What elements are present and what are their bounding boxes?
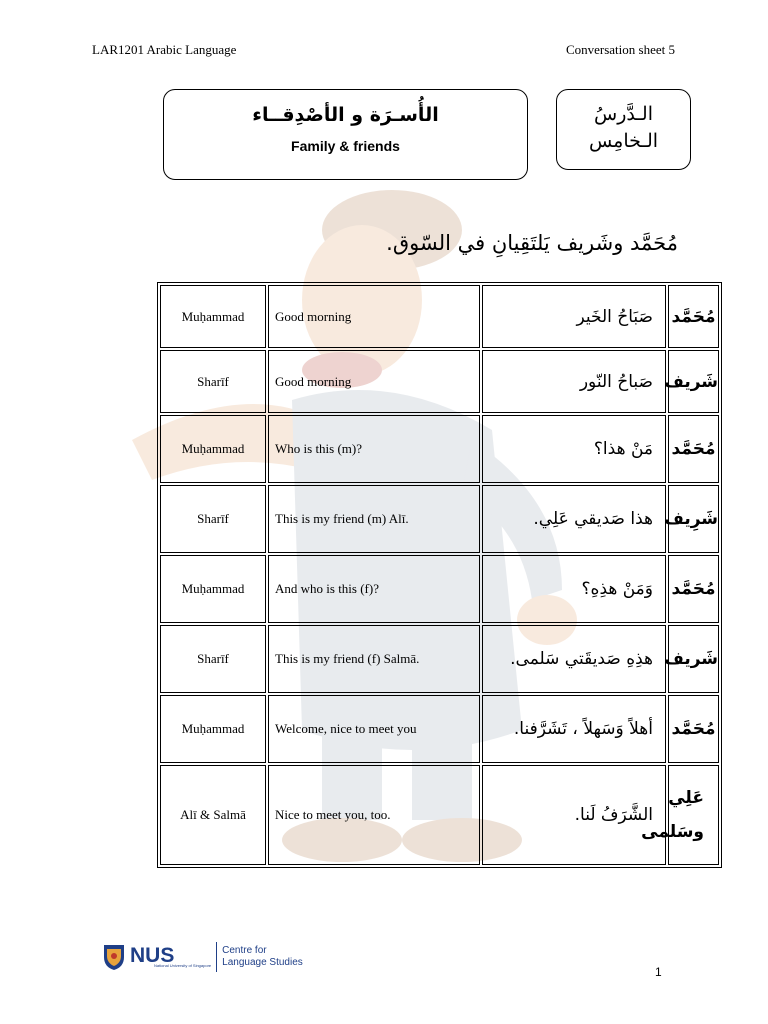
table-row — [160, 555, 719, 623]
table-row — [160, 350, 719, 413]
speaker-name: Muḥammad — [160, 415, 266, 483]
table-row — [160, 285, 719, 348]
speaker-name: Muḥammad — [160, 555, 266, 623]
speaker-arabic: مُحَمَّد — [668, 555, 719, 623]
arabic-line: وَمَنْ هذِهِ؟ — [482, 555, 666, 623]
speaker-name: Alī & Salmā — [160, 765, 266, 865]
speaker-name: Muḥammad — [160, 695, 266, 763]
nus-subtext: National University of Singapore — [154, 963, 212, 968]
speaker-name: Muḥammad — [160, 285, 266, 348]
arabic-line: هذِهِ صَديقَتي سَلمى. — [482, 625, 666, 693]
scene-heading: مُحَمَّد وشَريف يَلتَقِيانِ في السّوق. — [386, 231, 678, 255]
nus-logo — [102, 942, 303, 972]
table-row — [160, 415, 719, 483]
arabic-line: أهلاً وَسَهلاً ، تَشَرَّفنا. — [482, 695, 666, 763]
table-row — [160, 695, 719, 763]
speaker-arabic: شَرِيف — [668, 485, 719, 553]
table-row — [160, 625, 719, 693]
centre-line-1: Centre for — [222, 945, 267, 956]
english-line: Good morning — [268, 350, 480, 413]
speaker-name: Sharīf — [160, 485, 266, 553]
arabic-line: صَبَاحُ الخَير — [482, 285, 666, 348]
nus-wordmark: NUS — [130, 944, 175, 967]
english-line: Welcome, nice to meet you — [268, 695, 480, 763]
table-row — [160, 765, 719, 865]
arabic-line: الشَّرَفُ لَنا. — [482, 765, 666, 865]
lesson-line-2: الـخامِس — [588, 130, 659, 152]
speaker-name: Sharīf — [160, 350, 266, 413]
centre-name — [222, 945, 303, 969]
dialogue-table — [157, 282, 722, 868]
lesson-title-box — [163, 89, 528, 180]
title-english: Family & friends — [291, 138, 400, 154]
title-arabic: الأُسـرَة و الأصْدِقــاء — [252, 104, 439, 126]
table-row — [160, 485, 719, 553]
speaker-arabic: مُحَمَّد — [668, 415, 719, 483]
logo-divider — [216, 942, 217, 972]
arabic-line: هذا صَديقي عَلِي. — [482, 485, 666, 553]
course-header: LAR1201 Arabic Language — [92, 42, 237, 57]
arabic-line: صَباحُ النّور — [482, 350, 666, 413]
english-line: This is my friend (m) Alī. — [268, 485, 480, 553]
english-line: Nice to meet you, too. — [268, 765, 480, 865]
english-line: Who is this (m)? — [268, 415, 480, 483]
sheet-header: Conversation sheet 5 — [565, 42, 675, 57]
speaker-arabic: شَريف — [668, 350, 719, 413]
speaker-name: Sharīf — [160, 625, 266, 693]
speaker-arabic: مُحَمَّد — [668, 695, 719, 763]
arabic-line: مَنْ هذا؟ — [482, 415, 666, 483]
english-line: And who is this (f)? — [268, 555, 480, 623]
english-line: Good morning — [268, 285, 480, 348]
page-number: 1 — [655, 965, 662, 979]
lesson-line-1: الـدَّرسُ — [594, 103, 653, 125]
speaker-arabic: عَلِي وسَلمى — [668, 765, 719, 865]
speaker-arabic: شَريف — [668, 625, 719, 693]
nus-crest-icon — [102, 943, 126, 971]
centre-line-2: Language Studies — [222, 957, 303, 968]
english-line: This is my friend (f) Salmā. — [268, 625, 480, 693]
speaker-arabic: مُحَمَّد — [668, 285, 719, 348]
lesson-number-box — [556, 89, 691, 170]
